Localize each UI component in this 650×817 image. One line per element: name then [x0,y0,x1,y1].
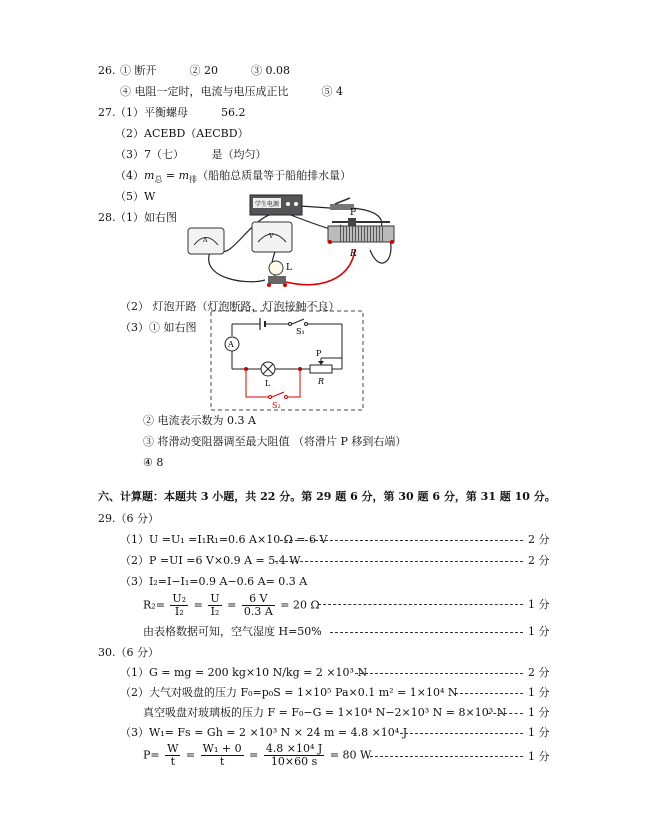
q30-score-2: 1 分 [528,686,550,699]
q30-score-4: 1 分 [528,726,550,739]
svg-text:A: A [228,340,234,349]
q27-part-2: （2）ACEBD（AECBD） [115,127,249,140]
dotted-leader [330,632,523,633]
q27-number: 27. [98,106,116,119]
dotted-leader [370,756,523,757]
q28-step-3: ③ 将滑动变阻器调至最大阻值 （将滑片 P 移到右端） [143,435,407,448]
svg-text:S₂: S₂ [272,401,281,410]
q28-part-2: （2） 灯泡开路（灯泡断路，灯泡接触不良） [120,300,340,313]
q27-part-4: $(4)m_总 = m_排$（船舶总质量等于船舶排水量） [115,169,352,185]
q28-step-4: ④ 8 [143,456,164,469]
q28-part-1: （1）如右图 [115,211,177,224]
rheostat-symbol [310,365,332,373]
dotted-leader [318,604,523,605]
q26-line-2: ④ 电阻一定时，电流与电压成正比 ⑤ 4 [120,85,343,98]
dotted-leader [355,673,523,674]
svg-text:R: R [350,249,357,259]
switch-s2-icon [272,392,284,397]
dotted-leader [455,693,523,694]
q29-line-1: （1）U =U₁ =I₁R₁=0.6 A×10 Ω = 6 V [120,533,328,546]
q26-number: 26. [98,64,116,77]
q28-part-3: （3）① 如右图 [120,321,197,334]
q30-line-2: （2）大气对吸盘的压力 F₀=p₀S = 1×10⁵ Pa×0.1 m² = 1×10⁴ N [120,686,458,699]
q30-line-1: （1）G = mg = 200 kg×10 N/kg = 2 ×10³ N [120,666,368,679]
q29-score-1: 2 分 [528,533,550,546]
q29-score-4: 1 分 [528,625,550,638]
svg-text:L: L [286,263,292,273]
q30-power-equation: P= $\frac{W}{t}$ = $\frac{\text{W₁ + 0}}{t}$ = $\frac{\text{4.8 ×10⁴ J}}{10\times 60 s}$ = 80 W [143,742,372,768]
dotted-leader [275,561,523,562]
q29-score-2: 2 分 [528,554,550,567]
q27-part-3: （3）7（七） 是（均匀） [115,148,267,161]
dotted-leader [280,540,523,541]
lamp-icon [269,261,283,275]
q29-line-5: 由表格数据可知，空气湿度 H=50% [143,625,322,638]
q30-line-4: （3）W₁= Fs = Gh = 2 ×10³ N × 24 m = 4.8 ×10⁴ J [120,726,408,739]
q26-line-1: ① 断开 ② 20 ③ 0.08 [120,64,290,77]
q30-line-3: 真空吸盘对玻璃板的压力 F = F₀−G = 1×10⁴ N−2×10³ N = 8×10³ N [143,706,507,719]
svg-text:P: P [316,349,322,358]
q29-line-2: （2）P =UI =6 V×0.9 A = 5.4 W [120,554,301,567]
q30-score-5: 1 分 [528,750,550,763]
dotted-leader [488,713,523,714]
dotted-leader [400,733,523,734]
q27-part-1: （1）平衡螺母 56.2 [115,106,246,119]
q30-score-1: 2 分 [528,666,550,679]
q29-score-3: 1 分 [528,598,550,611]
svg-text:P: P [350,208,357,218]
q30-heading: 30.（6 分） [98,646,159,659]
svg-text:L: L [265,379,271,388]
q29-r2-equation: R₂= $\frac{\text{U₂}}{\text{I₂}}$ = $\frac{U}{\text{I₂}}$ = $\frac{6 V}{0.3 A}$ = 20 Ω [143,592,320,618]
q27-part-5: （5）W [115,190,156,203]
svg-text:S₁: S₁ [296,327,305,336]
svg-text:学生电源: 学生电源 [255,202,280,208]
q28-step-2: ② 电流表示数为 0.3 A [143,414,256,427]
circuit-photo-diagram [180,190,405,298]
q29-heading: 29.（6 分） [98,512,159,525]
circuit-schematic [210,310,364,412]
switch-s1-icon [292,319,304,324]
q29-line-3: （3）I₂=I−I₁=0.9 A−0.6 A= 0.3 A [120,575,308,588]
svg-text:A: A [203,237,208,244]
svg-text:R: R [318,377,325,386]
q28-number: 28. [98,211,116,224]
svg-text:V: V [269,233,274,240]
section-6-title: 六、计算题：本题共 3 小题，共 22 分。第 29 题 6 分，第 30 题 6 分，第 31 题 10 分。 [98,490,556,503]
q30-score-3: 1 分 [528,706,550,719]
